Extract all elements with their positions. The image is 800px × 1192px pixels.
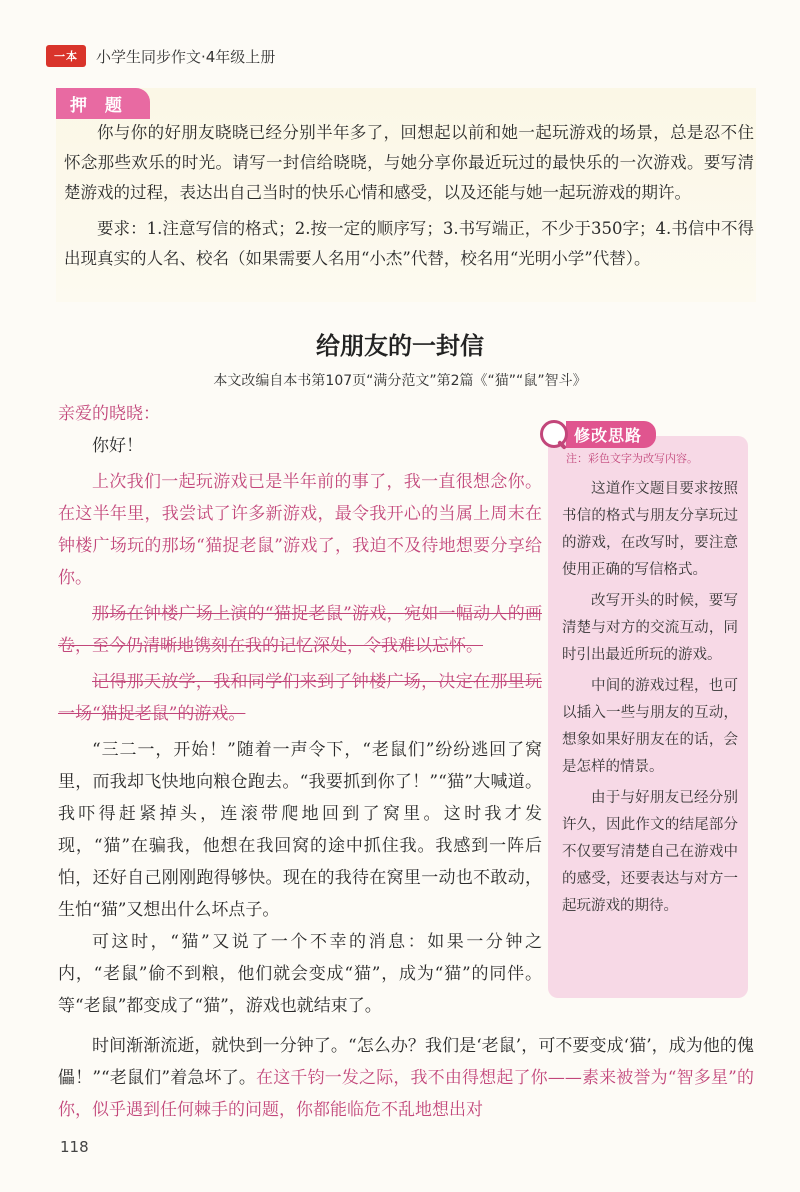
- revision-notes-text: [562, 476, 738, 924]
- salutation: 亲爱的晓晓：: [58, 404, 160, 424]
- revision-notes-panel: [548, 425, 748, 998]
- revision-note-paragraph: 中间的游戏过程，也可以插入一些与朋友的互动，想象如果好朋友在的话，会是怎样的情景。: [562, 678, 738, 775]
- greeting: 你好！: [92, 436, 143, 456]
- prompt-paragraph: 你与你的好朋友晓晓已经分别半年多了，回想起以前和她一起玩游戏的场景，总是忍不住怀念那些欢乐的时光。请写一封信给晓晓，与她分享你最近玩过的最快乐的一次游戏。要写清楚游戏的过程，表达出自己当时的快乐心情和感受，以及还能与她一起玩游戏的期许。: [64, 123, 754, 202]
- prompt-tag: 押 题: [56, 88, 150, 119]
- revision-note-paragraph: 改写开头的时候，要写清楚与对方的交流互动，同时引出最近所玩的游戏。: [562, 593, 738, 663]
- page-header: [46, 44, 275, 68]
- page-number: 118: [60, 1138, 89, 1156]
- climax-text: 时间渐渐流逝，就快到一分钟了。“怎么办？我们是‘老鼠’，可不要变成‘猫’，成为他的傀儡！”“老鼠们”着急坏了。: [58, 1036, 754, 1088]
- prompt-requirements: 要求：1.注意写信的格式；2.按一定的顺序写；3.书写端正，不少于350字；4.书信中不得出现真实的人名、校名（如果需要人名用“小杰”代替，校名用“光明小学”代替）。: [64, 219, 754, 268]
- paragraph-climax: [58, 1030, 754, 1126]
- revision-note-paragraph: 由于与好朋友已经分别许久，因此作文的结尾部分不仅要写清楚自己在游戏中的感受，还要表达与对方一起玩游戏的期待。: [562, 790, 738, 914]
- article-title: 给朋友的一封信: [316, 332, 484, 360]
- revision-notes-header: [540, 420, 656, 448]
- prompt-text: [64, 118, 754, 274]
- paragraph-deleted-1: 那场在钟楼广场上演的“猫捉老鼠”游戏，宛如一幅动人的画卷，至今仍清晰地镌刻在我的记忆深处，令我难以忘怀。: [58, 604, 542, 656]
- revision-note-paragraph: 这道作文题目要求按照书信的格式与朋友分享玩过的游戏，在改写时，要注意使用正确的写信格式。: [562, 481, 738, 578]
- magnifier-icon: [540, 420, 568, 448]
- book-title: 小学生同步作文·4年级上册: [96, 47, 276, 66]
- article-body: [58, 398, 542, 1022]
- paragraph-game-rule: 可这时，“猫”又说了一个不幸的消息：如果一分钟之内，“老鼠”偷不到粮，他们就会变成“猫”，成为“猫”的同伴。等“老鼠”都变成了“猫”，游戏也就结束了。: [58, 932, 542, 1016]
- publisher-logo: 一本: [46, 45, 86, 67]
- article-body-continued: [58, 1030, 754, 1126]
- prompt-box: [56, 88, 756, 302]
- paragraph-intro: 上次我们一起玩游戏已是半年前的事了，我一直很想念你。在这半年里，我尝试了许多新游戏，最令我开心的当属上周末在钟楼广场玩的那场“猫捉老鼠”游戏了，我迫不及待地想要分享给你。: [58, 472, 542, 588]
- article-source: 本文改编自本书第107页“满分范文”第2篇《“猫”“鼠”智斗》: [213, 373, 587, 389]
- revision-notes-title: 修改思路: [566, 421, 656, 448]
- paragraph-deleted-2: 记得那天放学，我和同学们来到了钟楼广场，决定在那里玩一场“猫捉老鼠”的游戏。: [58, 672, 542, 724]
- revision-note: 注：彩色文字为改写内容。: [566, 452, 698, 465]
- paragraph-game-start: “三二一，开始！”随着一声令下，“老鼠们”纷纷逃回了窝里，而我却飞快地向粮仓跑去。“我要抓到你了！”“猫”大喊道。我吓得赶紧掉头，连滚带爬地回到了窝里。这时我才发现，“猫”在骗我，他想在我回窝的途中抓住我。我感到一阵后怕，还好自己刚刚跑得够快。现在的我待在窝里一动也不敢动，生怕“猫”又想出什么坏点子。: [58, 740, 542, 920]
- climax-revised-text: 在这千钧一发之际，我不由得想起了你——素来被誉为“智多星”的你，似乎遇到任何棘手的问题，你都能临危不乱地想出对: [58, 1068, 754, 1120]
